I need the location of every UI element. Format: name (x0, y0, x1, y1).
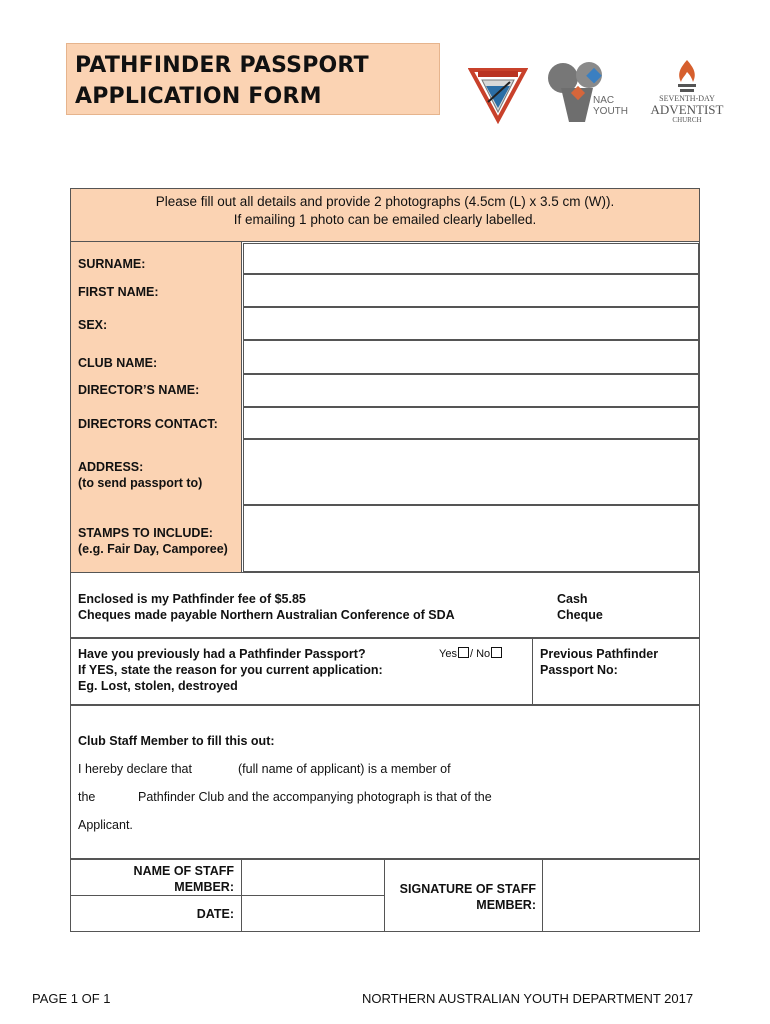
directors-name-label: DIRECTOR’S NAME: (78, 383, 200, 397)
title-box (66, 43, 440, 115)
signature-label-line2: MEMBER: (476, 898, 536, 912)
yes-no-slash: / (469, 648, 474, 660)
fee-line1: Enclosed is my Pathfinder fee of $5.85 (78, 592, 306, 606)
directors-contact-label: DIRECTORS CONTACT: (78, 417, 218, 431)
first-name-input[interactable] (243, 274, 699, 307)
club-line-text: Pathfinder Club and the accompanying photograph is that of the (138, 790, 492, 804)
instructions-line1: Please fill out all details and provide 2 photographs (4.5cm (L) x 3.5 cm (W)). (155, 194, 615, 209)
yes-checkbox[interactable] (458, 647, 469, 658)
church-text: CHURCH (672, 116, 702, 125)
staff-name-label-line2: MEMBER: (174, 880, 234, 894)
directors-contact-input[interactable] (243, 407, 699, 439)
prev-no-line1: Previous Pathfinder (540, 647, 659, 661)
signature-label-line1: SIGNATURE OF STAFF (399, 882, 536, 896)
nac-youth-logo (545, 60, 640, 130)
youth-text: YOUTH (593, 105, 628, 117)
no-label: No (476, 648, 491, 660)
yes-no-choice (439, 647, 503, 661)
staff-section (70, 705, 700, 859)
pathfinder-emblem-icon (468, 64, 528, 124)
stamps-label-sub: (e.g. Fair Day, Camporee) (78, 542, 228, 556)
fee-text (78, 591, 455, 623)
the-text: the (78, 790, 96, 804)
club-name-input[interactable] (243, 340, 699, 374)
adventist-church-logo (650, 60, 724, 130)
address-label (78, 459, 202, 491)
applicant-text: Applicant. (78, 818, 133, 832)
nac-text: NAC (593, 95, 615, 106)
directors-name-input[interactable] (243, 374, 699, 407)
club-name-label: CLUB NAME: (78, 356, 158, 370)
address-label-main: ADDRESS: (78, 460, 144, 474)
address-label-sub: (to send passport to) (78, 476, 203, 490)
surname-input[interactable] (243, 243, 699, 274)
stamps-label (78, 525, 228, 557)
prev-no-line2: Passport No: (540, 663, 618, 677)
staff-name-label (70, 863, 234, 895)
previous-passport-no-label (540, 646, 658, 678)
staff-heading: Club Staff Member to fill this out: (78, 734, 275, 748)
surname-label: SURNAME: (78, 257, 146, 271)
fee-line2: Cheques made payable Northern Australian Conference of SDA (78, 608, 455, 622)
payment-options (557, 591, 603, 623)
footer-page-number: PAGE 1 OF 1 (32, 991, 111, 1006)
address-input[interactable] (243, 439, 699, 505)
page-title-line1: PATHFINDER PASSPORT (75, 53, 369, 78)
signature-label (386, 881, 536, 913)
sex-label: SEX: (78, 318, 108, 332)
declare-text-a: I hereby declare that (78, 762, 192, 776)
sex-input[interactable] (243, 307, 699, 340)
previous-line3: Eg. Lost, stolen, destroyed (78, 679, 238, 693)
date-input[interactable] (242, 896, 384, 931)
right-border (699, 242, 700, 572)
no-checkbox[interactable] (491, 647, 502, 658)
instructions-box (70, 188, 700, 242)
cheque-option[interactable]: Cheque (557, 608, 603, 622)
flame-icon (674, 60, 700, 94)
yes-label: Yes (439, 648, 457, 660)
page-title-line2: APPLICATION FORM (75, 84, 322, 109)
previous-line1: Have you previously had a Pathfinder Passport? (78, 647, 366, 661)
declare-text-b: (full name of applicant) is a member of (238, 762, 451, 776)
first-name-label: FIRST NAME: (78, 285, 159, 299)
instructions-line2: If emailing 1 photo can be emailed clearly labelled. (233, 212, 537, 227)
previous-line2: If YES, state the reason for you current application: (78, 663, 383, 677)
staff-name-label-line1: NAME OF STAFF (133, 864, 234, 878)
signature-input[interactable] (543, 860, 699, 931)
previous-passport-question (78, 646, 383, 694)
cash-option[interactable]: Cash (557, 592, 588, 606)
seventh-day-text: SEVENTH-DAY (659, 94, 715, 103)
stamps-input[interactable] (243, 505, 699, 572)
date-label: DATE: (196, 907, 234, 921)
staff-name-input[interactable] (242, 860, 384, 895)
footer-department: NORTHERN AUSTRALIAN YOUTH DEPARTMENT 2017 (362, 991, 694, 1006)
stamps-label-main: STAMPS TO INCLUDE: (78, 526, 213, 540)
adventist-text: ADVENTIST (650, 102, 724, 118)
